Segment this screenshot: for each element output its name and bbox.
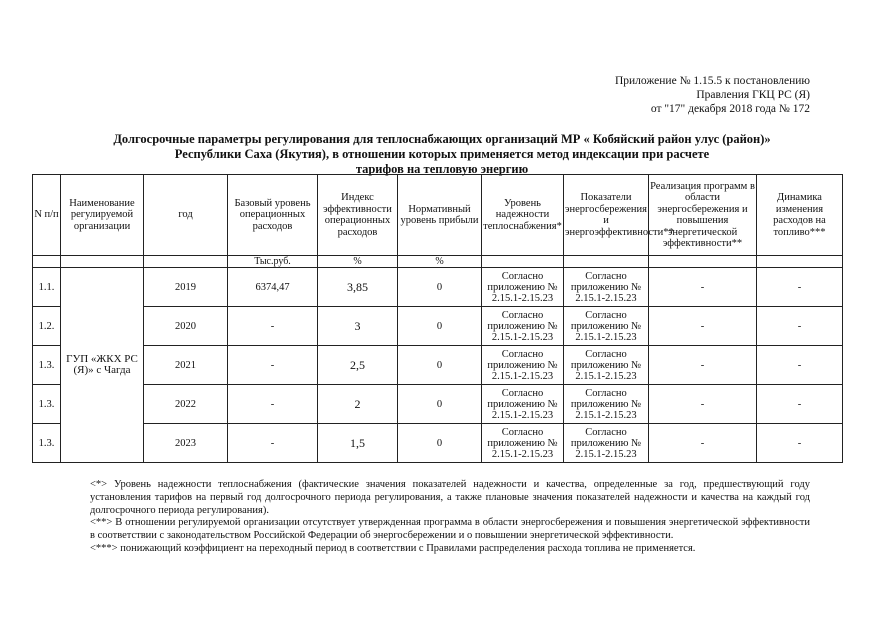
units-row (33, 256, 843, 268)
units-cell (33, 256, 61, 268)
units-cell (564, 256, 649, 268)
row-program: - (649, 346, 757, 385)
row-program: - (649, 385, 757, 424)
row-year: 2019 (144, 268, 228, 307)
appendix-line-1: Приложение № 1.15.5 к постановлению (614, 75, 810, 87)
row-norm: 0 (398, 268, 482, 307)
row-energy: Согласно приложению № 2.15.1-2.15.23 (564, 268, 649, 307)
header-row (33, 175, 843, 256)
row-energy: Согласно приложению № 2.15.1-2.15.23 (564, 424, 649, 463)
row-reliability: Согласно приложению № 2.15.1-2.15.23 (482, 307, 564, 346)
row-year: 2020 (144, 307, 228, 346)
row-base: 6374,47 (228, 268, 318, 307)
title-line-2: Республики Саха (Якутия), в отношении которых применяется метод индексации при расчете (174, 147, 710, 161)
row-fuel: - (757, 424, 843, 463)
appendix-line-2: Правления ГКЦ РС (Я) (696, 89, 810, 101)
col-header-base: Базовый уровень операционных расходов (228, 175, 318, 256)
unit-index: % (318, 256, 398, 268)
title-line-3: тарифов на тепловую энергию (355, 162, 529, 176)
footnote-3: <***> понижающий коэффициент на переходный период в соответствии с Правилами распределения расхода топлива не применяется. (90, 542, 696, 554)
row-reliability: Согласно приложению № 2.15.1-2.15.23 (482, 385, 564, 424)
row-number: 1.3. (33, 424, 61, 463)
unit-norm: % (398, 256, 482, 268)
col-header-fuel: Динамика изменения расходов на топливо*** (757, 175, 843, 256)
table-row (33, 346, 843, 385)
col-header-index: Индекс эффективности операционных расходов (318, 175, 398, 256)
col-header-year: год (144, 175, 228, 256)
appendix-header (510, 74, 810, 116)
row-reliability: Согласно приложению № 2.15.1-2.15.23 (482, 268, 564, 307)
row-program: - (649, 268, 757, 307)
col-header-energy: Показатели энергосбережения и энергоэффективности** (564, 175, 649, 256)
row-number: 1.2. (33, 307, 61, 346)
col-header-reliability: Уровень надежности теплоснабжения* (482, 175, 564, 256)
row-index: 1,5 (318, 424, 398, 463)
units-cell (482, 256, 564, 268)
row-reliability: Согласно приложению № 2.15.1-2.15.23 (482, 424, 564, 463)
document-title (60, 132, 824, 177)
row-fuel: - (757, 307, 843, 346)
units-cell (649, 256, 757, 268)
row-energy: Согласно приложению № 2.15.1-2.15.23 (564, 307, 649, 346)
parameters-table (32, 174, 843, 463)
footnote-1: <*> Уровень надежности теплоснабжения (фактические значения показателей надежности и качества, определенные за год, предшествующий году установления тарифов на первый год долгосрочного периода регулирования, а также плановые значения показателей надежности и качества на каждый год долгосрочного периода регулирования). (90, 479, 810, 516)
table-row (33, 424, 843, 463)
row-energy: Согласно приложению № 2.15.1-2.15.23 (564, 385, 649, 424)
row-fuel: - (757, 346, 843, 385)
row-index: 3 (318, 307, 398, 346)
units-cell (757, 256, 843, 268)
row-norm: 0 (398, 424, 482, 463)
col-header-name: Наименование регулируемой организации (61, 175, 144, 256)
row-year: 2022 (144, 385, 228, 424)
table-row (33, 385, 843, 424)
row-index: 2 (318, 385, 398, 424)
row-base: - (228, 346, 318, 385)
row-norm: 0 (398, 385, 482, 424)
unit-base: Тыс.руб. (228, 256, 318, 268)
organization-name: ГУП «ЖКХ РС (Я)» с Чагда (61, 268, 144, 463)
row-year: 2023 (144, 424, 228, 463)
row-norm: 0 (398, 307, 482, 346)
col-header-program: Реализация программ в области энергосбережения и повышения энергетической эффективности** (649, 175, 757, 256)
row-norm: 0 (398, 346, 482, 385)
table-row (33, 307, 843, 346)
row-number: 1.1. (33, 268, 61, 307)
col-header-norm: Нормативный уровень прибыли (398, 175, 482, 256)
row-year: 2021 (144, 346, 228, 385)
footnote-2: <**> В отношении регулируемой организации отсутствует утвержденная программа в области энергосбережения и повышения энергетической эффективности в соответствии с законодательством Российской Федерации об энергосбережении и о повышении энергетической эффективности. (90, 517, 810, 542)
row-fuel: - (757, 385, 843, 424)
row-energy: Согласно приложению № 2.15.1-2.15.23 (564, 346, 649, 385)
table-row (33, 268, 843, 307)
row-base: - (228, 424, 318, 463)
row-number: 1.3. (33, 346, 61, 385)
units-cell (61, 256, 144, 268)
row-base: - (228, 385, 318, 424)
row-fuel: - (757, 268, 843, 307)
row-base: - (228, 307, 318, 346)
units-cell (144, 256, 228, 268)
row-program: - (649, 307, 757, 346)
appendix-line-3: от "17" декабря 2018 года № 172 (650, 103, 810, 115)
row-index: 3,85 (318, 268, 398, 307)
row-reliability: Согласно приложению № 2.15.1-2.15.23 (482, 346, 564, 385)
row-index: 2,5 (318, 346, 398, 385)
col-header-n: N п/п (33, 175, 61, 256)
row-program: - (649, 424, 757, 463)
footnotes (90, 479, 810, 556)
row-number: 1.3. (33, 385, 61, 424)
title-line-1: Долгосрочные параметры регулирования для теплоснабжающих организаций МР « Кобяйский район улус (район)» (113, 132, 771, 146)
